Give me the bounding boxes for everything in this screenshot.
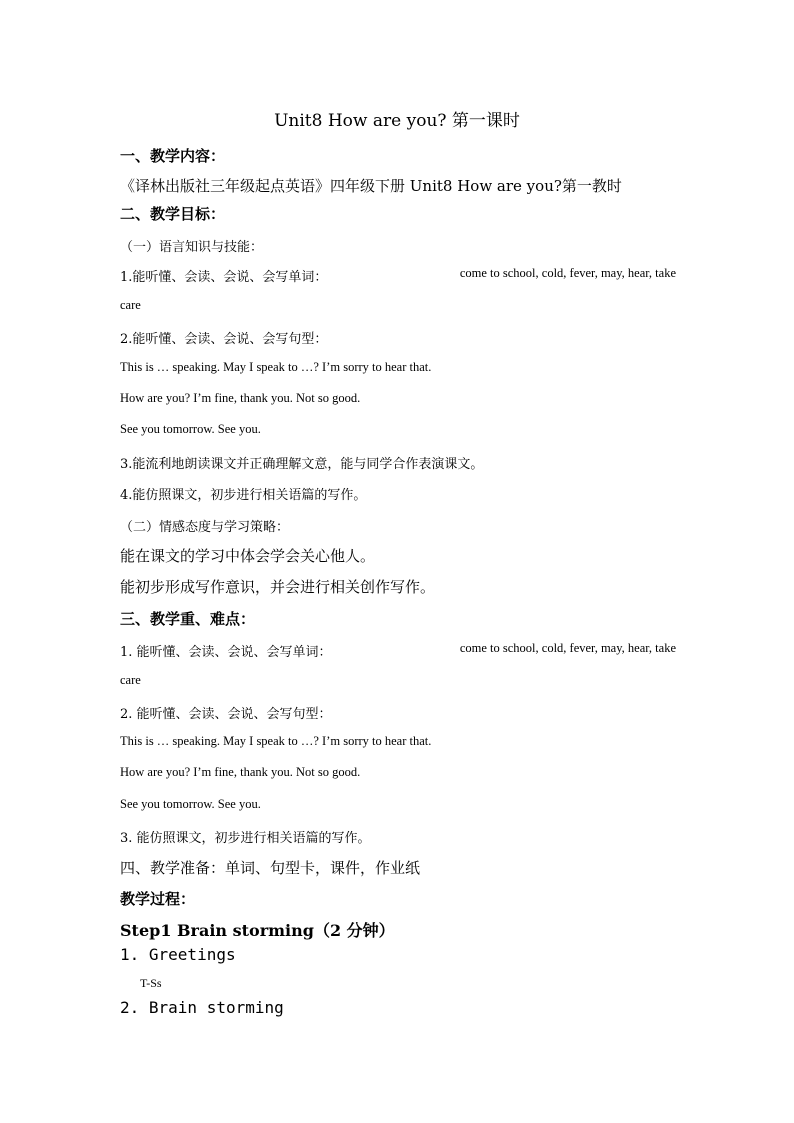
keypoint-item-1-words: come to school, cold, fever, may, hear, take xyxy=(459,641,676,655)
section-heading-content: 一、教学内容： xyxy=(120,147,226,165)
page-title: Unit8 How are you? 第一课时 xyxy=(274,111,520,131)
section-heading-keypoints: 三、教学重、难点： xyxy=(120,610,256,628)
keypoint-item-1-cont: care xyxy=(120,673,141,687)
content-text: 《译林出版社三年级起点英语》四年级下册 Unit8 How are you?第一教时 xyxy=(120,177,622,195)
keypoint-item-3: 3. 能仿照课文，初步进行相关语篇的写作。 xyxy=(120,831,371,846)
process-heading: 教学过程： xyxy=(120,890,196,908)
objective-item-2: 2.能听懂、会读、会说、会写句型： xyxy=(120,332,328,347)
subheading-language: （一）语言知识与技能： xyxy=(120,240,264,255)
keypoint-pattern-1: This is … speaking. May I speak to …? I’m sorry to hear that. xyxy=(120,734,432,748)
attitude-item-2: 能初步形成写作意识，并会进行相关创作写作。 xyxy=(120,578,436,596)
keypoint-pattern-3: See you tomorrow. See you. xyxy=(120,797,261,811)
keypoint-item-2: 2. 能听懂、会读、会说、会写句型： xyxy=(120,707,332,722)
keypoint-item-1-label: 1. 能听懂、会读、会说、会写单词： xyxy=(120,645,332,660)
sentence-pattern-2: How are you? I’m fine, thank you. Not so good. xyxy=(120,391,361,405)
objective-item-3: 3.能流利地朗读课文并正确理解文意，能与同学合作表演课文。 xyxy=(120,457,484,472)
objective-item-1-cont: care xyxy=(120,298,141,312)
section-heading-objectives: 二、教学目标： xyxy=(120,205,226,223)
keypoint-item-1 xyxy=(120,641,676,660)
preparation-text: 四、教学准备：单词、句型卡，课件，作业纸 xyxy=(120,859,421,877)
objective-item-1-label: 1.能听懂、会读、会说、会写单词： xyxy=(120,270,328,285)
sentence-pattern-1: This is … speaking. May I speak to …? I’m sorry to hear that. xyxy=(120,360,432,374)
attitude-item-1: 能在课文的学习中体会学会关心他人。 xyxy=(120,547,376,565)
subheading-attitude: （二）情感态度与学习策略： xyxy=(120,520,290,535)
objective-item-1-words: come to school, cold, fever, may, hear, take xyxy=(459,266,676,280)
step1-item-1: 1. Greetings xyxy=(120,945,236,964)
objective-item-1 xyxy=(120,266,676,285)
step1-heading: Step1 Brain storming（2 分钟） xyxy=(120,921,395,940)
sentence-pattern-3: See you tomorrow. See you. xyxy=(120,422,261,436)
step1-item-2: 2. Brain storming xyxy=(120,998,284,1017)
objective-item-4: 4.能仿照课文，初步进行相关语篇的写作。 xyxy=(120,488,367,503)
step1-item-1-note: T-Ss xyxy=(140,976,162,990)
keypoint-pattern-2: How are you? I’m fine, thank you. Not so good. xyxy=(120,765,361,779)
